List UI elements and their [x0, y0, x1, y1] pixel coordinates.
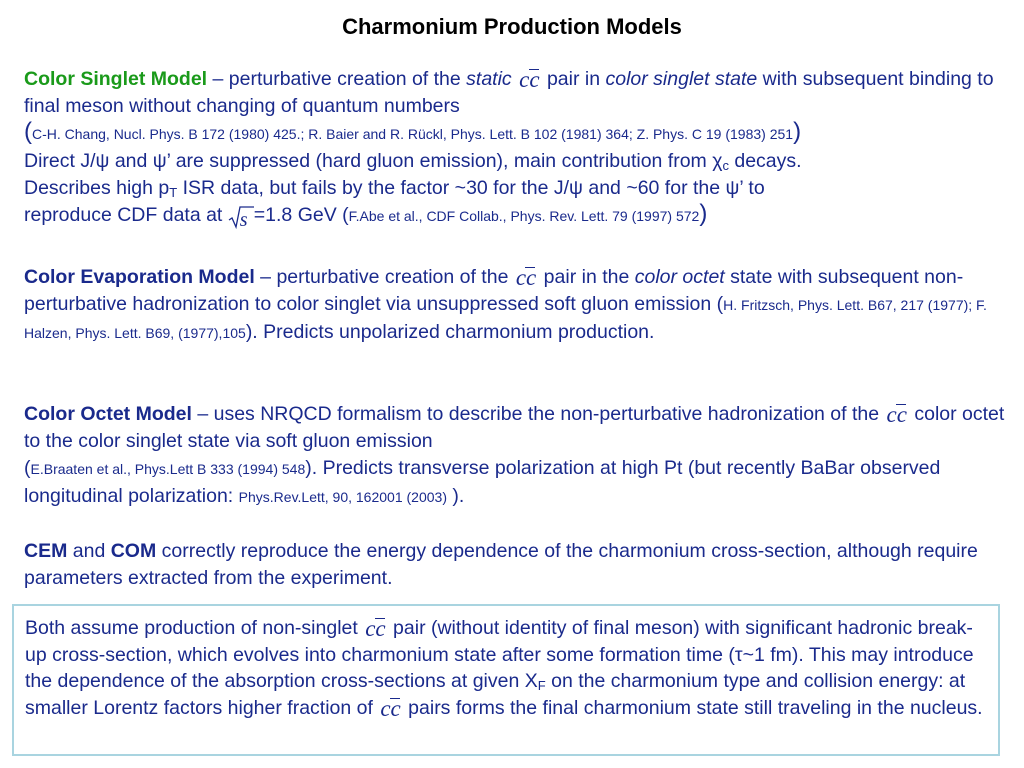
- com-text-2: color octet to the color singlet state via soft gluon emission: [24, 403, 1005, 452]
- csm-line-3-end: decays.: [728, 150, 802, 172]
- cem-text-3: state with subsequent non-perturbative hadronization to color singlet via unsuppressed soft gluon emission (: [24, 266, 964, 315]
- xf-subscript: F: [537, 678, 546, 693]
- cc-symbol: cc: [515, 265, 537, 290]
- chi-subscript: c: [722, 158, 729, 173]
- cem-octet: color octet: [634, 266, 725, 288]
- color-evaporation-model-section: [24, 264, 1009, 347]
- box-text-1: Both assume production of non-singlet: [25, 617, 364, 639]
- csm-text-3: with subsequent binding to final meson without changing of quantum numbers: [24, 68, 994, 117]
- com-ref-open: (: [24, 457, 31, 479]
- csm-refs: C-H. Chang, Nucl. Phys. B 172 (1980) 425.; R. Baier and R. Rückl, Phys. Lett. B 102 (1981) 364; Z. Phys. C 19 (1983) 251: [32, 126, 794, 142]
- summary-text: correctly reproduce the energy dependence of the charmonium cross-section, although require parameters extracted from the experiment.: [24, 540, 978, 589]
- com-text-4: ).: [446, 485, 465, 507]
- csm-text-2: pair in: [541, 68, 606, 90]
- color-octet-model-section: [24, 401, 1009, 511]
- cc-symbol: cc: [380, 695, 401, 721]
- com-text-3: ). Predicts transverse polarization at high Pt (but recently BaBar observed longitudinal polarization:: [24, 457, 941, 507]
- box-text-2: pair (without identity of final meson) with significant hadronic break-up cross-section, which evolves into charmonium state after some formation time (τ~1 fm). This may introduce the dependence of the absorption cross-sections at given X: [25, 617, 974, 692]
- cem-refs: H. Fritzsch, Phys. Lett. B67, 217 (1977); F. Halzen, Phys. Lett. B69, (1977),105: [24, 297, 987, 341]
- csm-line-4a: Describes high p: [24, 177, 170, 199]
- sqrt-s-symbol: s: [228, 205, 254, 227]
- com-refs: E.Braaten et al., Phys.Lett B 333 (1994) 548: [30, 461, 306, 477]
- csm-static: static: [466, 68, 512, 90]
- cem-text-4: ). Predicts unpolarized charmonium production.: [245, 321, 655, 343]
- csm-ref-open: (: [24, 118, 32, 145]
- cem-abbrev: CEM: [24, 540, 68, 562]
- pt-subscript: T: [169, 185, 178, 200]
- csm-text-1: – perturbative creation of the: [207, 68, 467, 90]
- page-title: Charmonium Production Models: [342, 14, 682, 39]
- csm-cdf-ref: F.Abe et al., CDF Collab., Phys. Rev. Lett. 79 (1997) 572: [348, 208, 700, 224]
- cem-text-1: – perturbative creation of the: [254, 266, 514, 288]
- com-babar-ref: Phys.Rev.Lett, 90, 162001 (2003): [238, 489, 447, 505]
- com-text-1: – uses NRQCD formalism to describe the non-perturbative hadronization of the: [191, 403, 885, 425]
- com-abbrev: COM: [110, 540, 157, 562]
- csm-line-5b: =1.8 GeV (: [253, 204, 349, 226]
- note-box: [12, 604, 1000, 756]
- cc-symbol: cc: [365, 616, 386, 641]
- summary-section: [24, 538, 1009, 592]
- cc-symbol: cc: [519, 67, 540, 92]
- csm-state: color singlet state: [605, 68, 758, 90]
- csm-line-5a: reproduce CDF data at: [24, 204, 228, 226]
- box-text-3: on the charmonium type and collision energy: at smaller Lorentz factors higher fraction of: [25, 670, 966, 719]
- csm-ref-close: ): [793, 118, 802, 145]
- color-singlet-model-section: [24, 66, 1009, 230]
- cc-symbol: cc: [886, 402, 907, 427]
- csm-cdf-close: ): [699, 200, 708, 227]
- csm-heading: Color Singlet Model: [24, 68, 208, 90]
- box-text-4: pairs forms the final charmonium state still traveling in the nucleus.: [402, 696, 983, 719]
- cem-text-2: pair in the: [538, 266, 635, 288]
- csm-line-3: Direct J/ψ and ψ’ are suppressed (hard gluon emission), main contribution from χ: [24, 150, 723, 172]
- cem-heading: Color Evaporation Model: [24, 266, 255, 288]
- summary-and: and: [67, 540, 111, 562]
- csm-line-4b: ISR data, but fails by the factor ~30 for the J/ψ and ~60 for the ψ’ to: [177, 177, 765, 199]
- com-heading: Color Octet Model: [24, 403, 192, 425]
